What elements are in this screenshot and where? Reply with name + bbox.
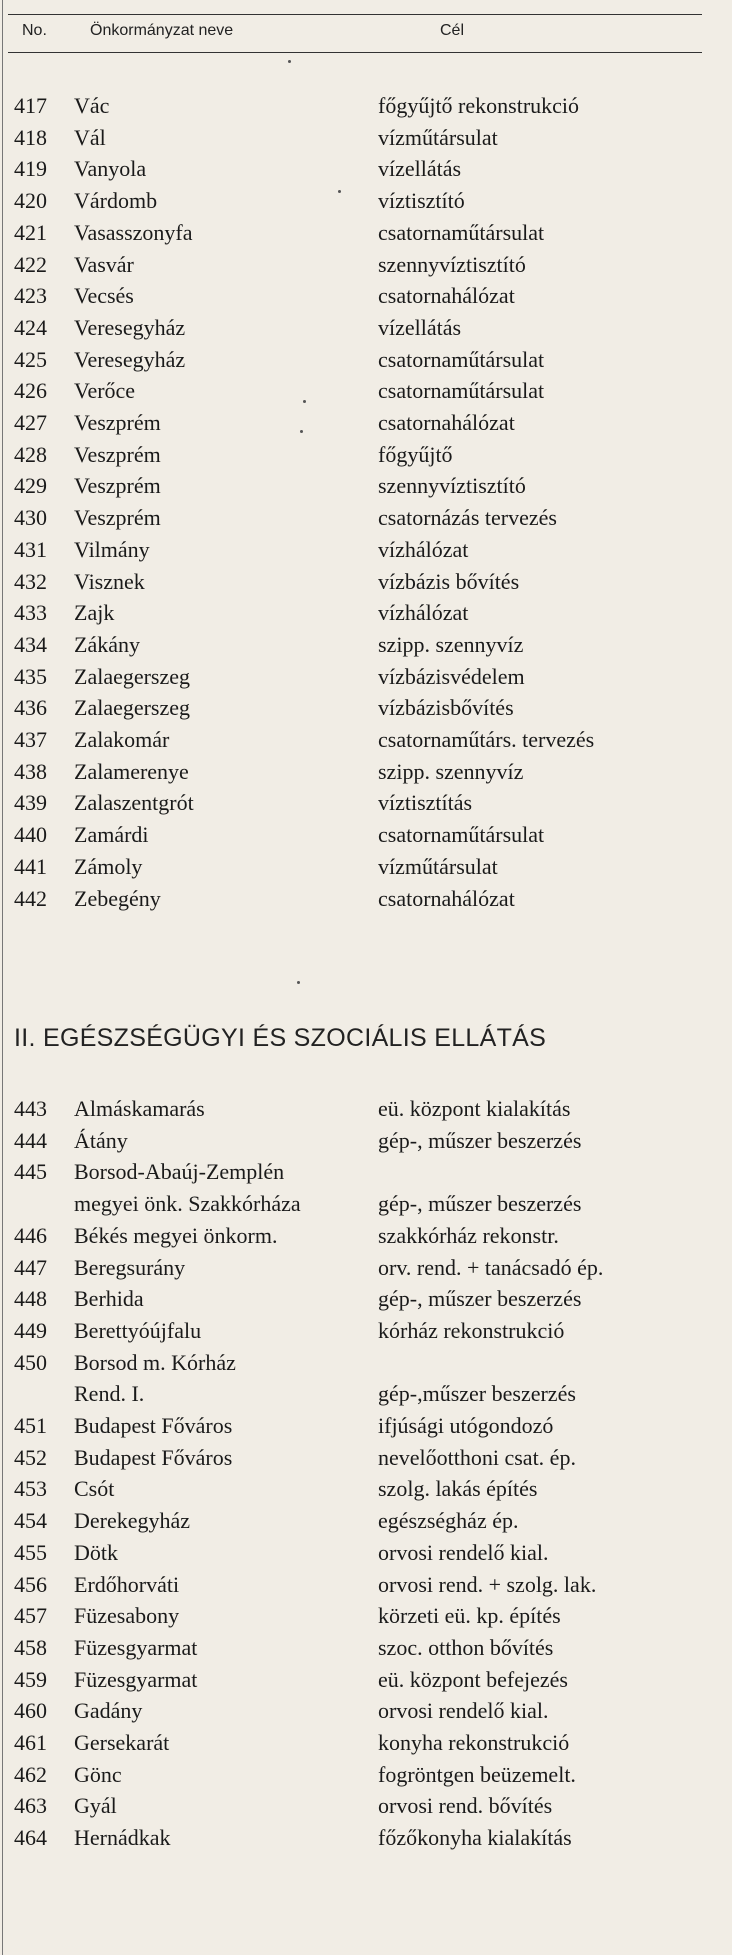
table-row xyxy=(0,1125,732,1157)
row-number: 421 xyxy=(14,219,47,245)
row-number: 449 xyxy=(14,1317,47,1343)
row-number: 424 xyxy=(14,314,47,340)
project-goal: konyha rekonstrukció xyxy=(378,1730,570,1755)
table-row xyxy=(0,470,732,502)
row-number: 435 xyxy=(14,663,47,689)
municipality-name: Verőce xyxy=(74,378,136,404)
row-number: 443 xyxy=(14,1096,47,1121)
table-row xyxy=(0,1759,732,1791)
project-goal: vízbázis bővítés xyxy=(378,568,520,594)
municipality-name: Vanyola xyxy=(74,156,147,182)
project-goal: vízhálózat xyxy=(378,536,469,562)
row-number: 433 xyxy=(14,600,47,626)
project-goal: orvosi rend. bővítés xyxy=(378,1793,553,1819)
row-number: 464 xyxy=(14,1825,47,1851)
project-goal: szolg. lakás építés xyxy=(378,1476,538,1502)
municipality-name: Gönc xyxy=(74,1761,122,1787)
print-speck xyxy=(338,190,341,193)
row-number: 458 xyxy=(14,1634,47,1660)
table-row xyxy=(0,597,732,629)
municipality-name: Várdomb xyxy=(74,188,158,214)
row-number: 423 xyxy=(14,283,47,309)
project-goal: fogröntgen beüzemelt. xyxy=(378,1761,576,1787)
row-number: 437 xyxy=(14,727,47,752)
table-row xyxy=(0,1347,732,1379)
table-row xyxy=(0,1252,732,1284)
row-number: 462 xyxy=(14,1761,47,1787)
table-row xyxy=(0,1505,732,1537)
municipality-name: Vál xyxy=(74,124,106,150)
table-row xyxy=(0,122,732,154)
project-goal: vízműtársulat xyxy=(378,124,498,150)
print-speck xyxy=(288,60,291,63)
header-name: Önkormányzat neve xyxy=(90,22,234,39)
project-goal: csatornaműtárs. tervezés xyxy=(378,727,595,752)
row-number: 460 xyxy=(14,1698,47,1724)
row-number: 447 xyxy=(14,1254,47,1280)
project-goal: szennyvíztisztító xyxy=(378,473,526,499)
table-row xyxy=(0,1220,732,1252)
table-row xyxy=(0,819,732,851)
project-goal: szipp. szennyvíz xyxy=(378,631,524,657)
row-number: 428 xyxy=(14,441,47,467)
row-number: 426 xyxy=(14,378,47,404)
project-goal: szennyvíztisztító xyxy=(378,251,526,277)
project-goal: gép-, műszer beszerzés xyxy=(378,1127,582,1153)
project-goal: vízbázisvédelem xyxy=(378,663,525,689)
table-row xyxy=(0,629,732,661)
municipality-name: Csót xyxy=(74,1476,115,1502)
table-row xyxy=(0,1664,732,1696)
municipality-name: Veszprém xyxy=(74,441,161,467)
table-row xyxy=(0,756,732,788)
municipality-name: Füzesgyarmat xyxy=(74,1634,198,1660)
municipality-name: Füzesabony xyxy=(74,1603,180,1629)
municipality-name: Vilmány xyxy=(74,536,150,562)
row-number: 451 xyxy=(14,1413,47,1438)
municipality-name: Vecsés xyxy=(74,283,134,309)
project-goal: orvosi rendelő kial. xyxy=(378,1539,549,1565)
project-goal: ifjúsági utógondozó xyxy=(378,1413,554,1438)
project-goal: főgyűjtő xyxy=(378,441,453,467)
municipality-name: Visznek xyxy=(74,568,145,594)
table-row xyxy=(0,1727,732,1759)
project-goal: csatornaműtársulat xyxy=(378,219,545,245)
municipality-name: Zalaszentgrót xyxy=(74,790,194,816)
table-row xyxy=(0,1283,732,1315)
row-number: 446 xyxy=(14,1222,47,1248)
municipality-name: Budapest Főváros xyxy=(74,1444,233,1470)
table-row xyxy=(0,1156,732,1188)
project-goal: nevelőotthoni csat. ép. xyxy=(378,1444,576,1470)
municipality-name: Gersekarát xyxy=(74,1730,170,1755)
project-goal: gép-, műszer beszerzés xyxy=(378,1286,582,1312)
row-number: 427 xyxy=(14,410,47,435)
row-number: 457 xyxy=(14,1603,47,1629)
row-number: 456 xyxy=(14,1571,47,1597)
table-row xyxy=(0,1790,732,1822)
municipality-name: Füzesgyarmat xyxy=(74,1666,198,1692)
table-row xyxy=(0,1569,732,1601)
municipality-name: Hernádkak xyxy=(74,1825,171,1851)
project-goal: főgyűjtő rekonstrukció xyxy=(378,93,580,118)
row-number: 440 xyxy=(14,822,47,848)
municipality-name: Veszprém xyxy=(74,410,161,435)
municipality-name: Zalaegerszeg xyxy=(74,663,191,689)
header-rule xyxy=(8,52,702,53)
row-number: 445 xyxy=(14,1159,47,1185)
municipality-name: Veresegyház xyxy=(74,346,186,372)
row-number: 463 xyxy=(14,1793,47,1819)
municipality-name: Gadány xyxy=(74,1698,143,1724)
municipality-name: Dötk xyxy=(74,1539,118,1565)
table-row xyxy=(0,407,732,439)
table-row xyxy=(0,883,732,915)
project-goal: szakkórház rekonstr. xyxy=(378,1222,559,1248)
row-number: 439 xyxy=(14,790,47,816)
table-row xyxy=(0,1632,732,1664)
project-goal: körzeti eü. kp. építés xyxy=(378,1603,561,1629)
table-row xyxy=(0,90,732,122)
project-goal: csatornahálózat xyxy=(378,885,515,911)
municipality-name: Zámoly xyxy=(74,853,143,879)
municipality-name: Veszprém xyxy=(74,473,161,499)
row-number: 419 xyxy=(14,156,47,182)
header-no: No. xyxy=(22,22,47,39)
municipality-name: Átány xyxy=(74,1127,128,1153)
row-number: 438 xyxy=(14,758,47,784)
municipality-name: Zalakomár xyxy=(74,727,170,752)
top-rule xyxy=(8,14,702,15)
municipality-name: Beregsurány xyxy=(74,1254,186,1280)
project-goal: egészségház ép. xyxy=(378,1508,519,1534)
row-number: 448 xyxy=(14,1286,47,1312)
table-row xyxy=(0,249,732,281)
table-row xyxy=(0,534,732,566)
project-goal: csatornaműtársulat xyxy=(378,378,545,404)
municipality-name: Berettyóújfalu xyxy=(74,1317,202,1343)
municipality-name: Zalaegerszeg xyxy=(74,695,191,721)
project-goal: orvosi rendelő kial. xyxy=(378,1698,549,1724)
project-goal: eü. központ befejezés xyxy=(378,1666,568,1692)
print-speck xyxy=(303,400,306,403)
row-number: 430 xyxy=(14,505,47,531)
project-goal: kórház rekonstrukció xyxy=(378,1317,565,1343)
header-goal: Cél xyxy=(440,22,465,39)
row-number: 454 xyxy=(14,1508,47,1534)
row-number: 418 xyxy=(14,124,47,150)
project-goal: csatornahálózat xyxy=(378,410,515,435)
table-row xyxy=(0,1410,732,1442)
municipality-name: Vác xyxy=(74,93,110,118)
row-number: 453 xyxy=(14,1476,47,1502)
row-number: 441 xyxy=(14,853,47,879)
project-goal: csatornázás tervezés xyxy=(378,505,557,531)
table-row xyxy=(0,185,732,217)
table-row xyxy=(0,1822,732,1854)
municipality-name: megyei önk. Szakkórháza xyxy=(74,1191,301,1217)
project-goal: vízműtársulat xyxy=(378,853,498,879)
municipality-name: Berhida xyxy=(74,1286,144,1312)
table-row xyxy=(0,661,732,693)
project-goal: víztisztítás xyxy=(378,790,473,816)
print-speck xyxy=(297,981,300,984)
municipality-name: Borsod-Abaúj-Zemplén xyxy=(74,1159,285,1185)
table-row xyxy=(0,1093,732,1125)
print-speck xyxy=(300,430,303,433)
row-number: 461 xyxy=(14,1730,47,1755)
municipality-name: Zalamerenye xyxy=(74,758,189,784)
project-goal: orv. rend. + tanácsadó ép. xyxy=(378,1254,604,1280)
municipality-name: Borsod m. Kórház xyxy=(74,1349,236,1375)
municipality-name: Rend. I. xyxy=(74,1381,145,1407)
municipality-name: Békés megyei önkorm. xyxy=(74,1222,278,1248)
project-goal: csatornahálózat xyxy=(378,283,515,309)
project-goal: szoc. otthon bővítés xyxy=(378,1634,554,1660)
municipality-name: Zajk xyxy=(74,600,115,626)
table-row xyxy=(0,1600,732,1632)
row-number: 422 xyxy=(14,251,47,277)
municipality-name: Zebegény xyxy=(74,885,161,911)
table-row xyxy=(0,851,732,883)
project-goal: gép-,műszer beszerzés xyxy=(378,1381,576,1407)
project-goal: főzőkonyha kialakítás xyxy=(378,1825,572,1851)
row-number: 442 xyxy=(14,885,47,911)
municipality-name: Erdőhorváti xyxy=(74,1571,180,1597)
table-row xyxy=(0,1473,732,1505)
project-goal: csatornaműtársulat xyxy=(378,822,545,848)
row-number: 417 xyxy=(14,93,47,118)
table-row xyxy=(0,787,732,819)
table-row xyxy=(0,439,732,471)
project-goal: csatornaműtársulat xyxy=(378,346,545,372)
section-title: II. EGÉSZSÉGÜGYI ÉS SZOCIÁLIS ELLÁTÁS xyxy=(14,1024,547,1052)
table-row xyxy=(0,1315,732,1347)
municipality-name: Vasasszonyfa xyxy=(74,219,193,245)
table-row xyxy=(0,312,732,344)
table-header xyxy=(0,22,732,48)
municipality-name: Budapest Főváros xyxy=(74,1413,233,1438)
project-goal: vízellátás xyxy=(378,314,462,340)
row-number: 452 xyxy=(14,1444,47,1470)
table-row xyxy=(0,692,732,724)
table-row xyxy=(0,344,732,376)
municipality-name: Zamárdi xyxy=(74,822,149,848)
row-number: 436 xyxy=(14,695,47,721)
municipality-name: Veszprém xyxy=(74,505,161,531)
municipality-name: Gyál xyxy=(74,1793,117,1819)
project-goal: eü. központ kialakítás xyxy=(378,1096,571,1121)
municipality-name: Vasvár xyxy=(74,251,134,277)
table-row xyxy=(0,724,732,756)
table-row xyxy=(0,1442,732,1474)
row-number: 420 xyxy=(14,188,47,214)
table-row xyxy=(0,1537,732,1569)
table-row xyxy=(0,502,732,534)
table-row xyxy=(0,153,732,185)
project-goal: vízbázisbővítés xyxy=(378,695,514,721)
project-goal: szipp. szennyvíz xyxy=(378,758,524,784)
table-row xyxy=(0,280,732,312)
municipality-name: Zákány xyxy=(74,631,140,657)
table-row xyxy=(0,1188,732,1220)
row-number: 432 xyxy=(14,568,47,594)
row-number: 434 xyxy=(14,631,47,657)
table-row xyxy=(0,217,732,249)
project-goal: víztisztító xyxy=(378,188,465,214)
table-row xyxy=(0,1695,732,1727)
row-number: 431 xyxy=(14,536,47,562)
row-number: 450 xyxy=(14,1349,47,1375)
row-number: 425 xyxy=(14,346,47,372)
row-number: 455 xyxy=(14,1539,47,1565)
project-goal: vízhálózat xyxy=(378,600,469,626)
row-number: 429 xyxy=(14,473,47,499)
municipality-name: Veresegyház xyxy=(74,314,186,340)
row-number: 459 xyxy=(14,1666,47,1692)
municipality-name: Derekegyház xyxy=(74,1508,191,1534)
row-number: 444 xyxy=(14,1127,47,1153)
municipality-name: Almáskamarás xyxy=(74,1096,205,1121)
table-row xyxy=(0,566,732,598)
project-goal: orvosi rend. + szolg. lak. xyxy=(378,1571,597,1597)
project-goal: vízellátás xyxy=(378,156,462,182)
table-row xyxy=(0,375,732,407)
table-row xyxy=(0,1378,732,1410)
project-goal: gép-, műszer beszerzés xyxy=(378,1191,582,1217)
